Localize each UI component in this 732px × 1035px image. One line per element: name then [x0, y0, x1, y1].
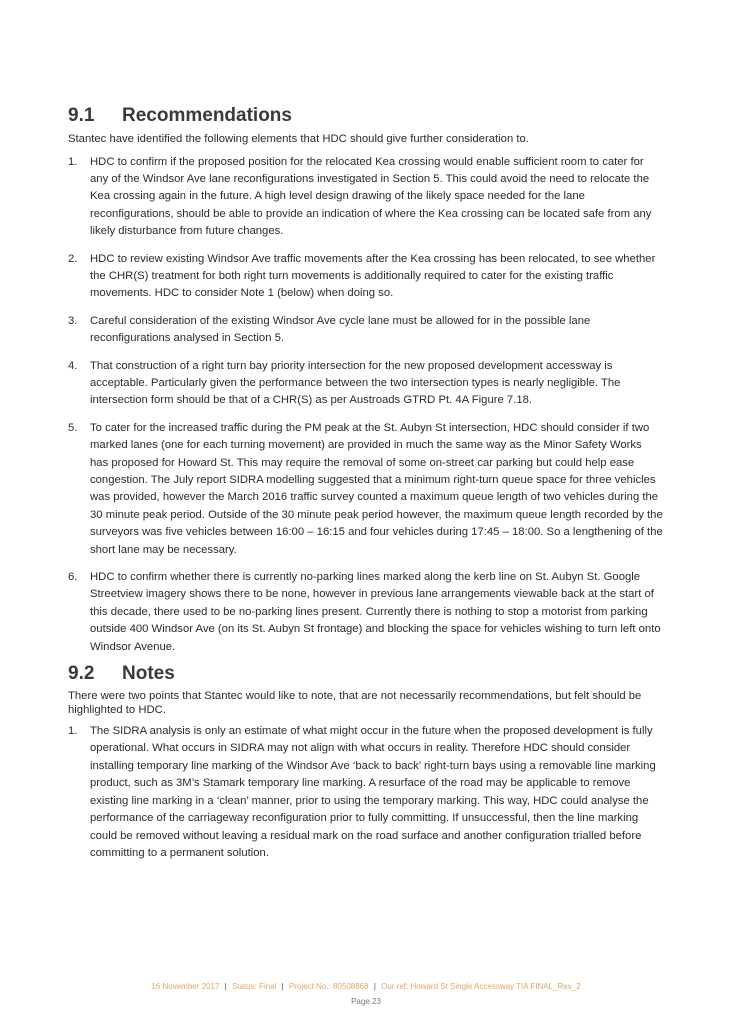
list-text: To cater for the increased traffic during the PM peak at the St. Aubyn St intersection, HDC should consider if two marked lanes (one for each turning movement) are provided in much the same way as the Minor Safety Works has proposed for Howard St. This may require the removal of some on-street car parking but could help ease congestion. The July report SIDRA modelling suggested that a minimum right-turn queue space for three vehicles was provided, however the March 2016 traffic survey counted a maximum queue length of two vehicles during the 30 minute peak period. Outside of the 30 minute peak period however, the maximum queue length recorded by the surveyors was five vehicles between 16:00 – 16:15 and four vehicles during 17:45 – 18:00. So a lengthening of the short lane may be necessary.	[90, 421, 663, 556]
recommendations-list	[68, 154, 663, 657]
footer-separator: |	[281, 982, 284, 991]
page-number: Page 23	[351, 997, 381, 1006]
section-heading-notes	[68, 662, 663, 686]
section-heading-recommendations	[68, 104, 663, 128]
footer-meta	[0, 982, 732, 991]
list-number: 2.	[68, 252, 78, 265]
list-item	[68, 569, 663, 656]
list-number: 6.	[68, 571, 78, 584]
footer-separator: |	[224, 982, 227, 991]
section-number: 9.2	[68, 663, 95, 685]
footer-date: 16 November 2017	[151, 982, 220, 991]
section-title: Recommendations	[122, 105, 292, 126]
footer-status: Status: Final	[231, 982, 277, 991]
footer-ref: Our ref: Howard St Single Accessway TIA FINAL_Rev_2	[381, 982, 581, 991]
notes-list	[68, 723, 663, 862]
section-number: 9.1	[68, 105, 95, 126]
section-title: Notes	[122, 663, 175, 685]
footer-project: Project No.: 80508868	[288, 982, 369, 991]
list-number: 1.	[68, 155, 78, 168]
list-number: 5.	[68, 421, 78, 434]
list-text: HDC to confirm if the proposed position for the relocated Kea crossing would enable sufficient room to cater for any of the Windsor Ave lane reconfigurations investigated in Section 5. This could avoid the need to relocate the Kea crossing again in the future. A high level design drawing of the likely space needed for the lane reconfigurations, should be able to provide an indication of where the Kea crossing can be located safe from any likely disturbance from future changes.	[90, 155, 652, 238]
list-item	[68, 358, 663, 410]
list-number: 3.	[68, 314, 78, 327]
list-text: That construction of a right turn bay priority intersection for the new proposed development accessway is acceptable. Particularly given the performance between the two intersection types is nearly negligible. The intersection form should be that of a CHR(S) as per Austroads GTRD Pt. 4A Figure 7.18.	[90, 359, 621, 407]
list-item	[68, 723, 663, 862]
list-item	[68, 251, 663, 303]
list-text: HDC to confirm whether there is currently no-parking lines marked along the kerb line on St. Aubyn St. Google Streetview imagery shows there to be none, however in previous lane arrangements viewable back at the start of this decade, there used to be no-parking lines present. Currently there is nothing to stop a motorist from parking outside 400 Windsor Ave (on its St. Aubyn St frontage) and blocking the space for vehicles wishing to turn left onto Windsor Avenue.	[90, 571, 661, 653]
list-text: Careful consideration of the existing Windsor Ave cycle lane must be allowed for in the possible lane reconfigurations analysed in Section 5.	[90, 314, 591, 345]
section-intro: There were two points that Stantec would like to note, that are not necessarily recommendations, but felt should be highlighted to HDC.	[68, 690, 642, 716]
document-body	[68, 104, 663, 862]
section-intro: Stantec have identified the following elements that HDC should give further consideration to.	[68, 133, 529, 145]
list-number: 4.	[68, 359, 78, 372]
list-number: 1.	[68, 725, 78, 738]
list-text: HDC to review existing Windsor Ave traffic movements after the Kea crossing has been relocated, to see whether the CHR(S) treatment for both right turn movements is additionally required to cater for the existing traffic movements. HDC to consider Note 1 (below) when doing so.	[90, 252, 656, 300]
list-item	[68, 154, 663, 241]
list-text: The SIDRA analysis is only an estimate of what might occur in the future when the proposed development is fully operational. What occurs in SIDRA may not align with what occurs in reality. Therefore HDC should consider installing temporary line marking of the Windsor Ave ‘back to back’ right-turn bays using a removable line marking product, such as 3M’s Stamark temporary line marking. A resurface of the road may be applicable to remove existing line marking in a ‘clean’ manner, prior to using the temporary marking. This way, HDC could analyse the performance of the carriageway reconfiguration prior to fully committing. If unsuccessful, then the line marking could be removed without leaving a residual mark on the road surface and another configuration trialled before committing to a permanent solution.	[90, 725, 656, 859]
list-item	[68, 420, 663, 559]
list-item	[68, 313, 663, 348]
footer-separator: |	[373, 982, 376, 991]
